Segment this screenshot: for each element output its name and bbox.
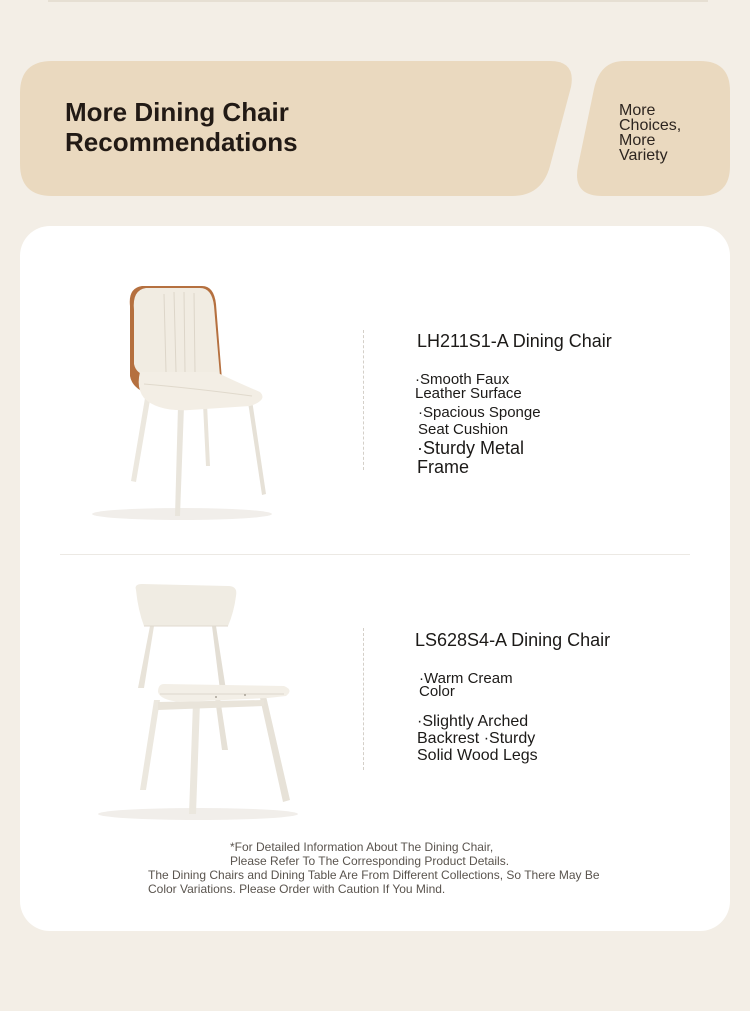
banner-title-line-2: Recommendations <box>65 127 298 157</box>
note-color-variation <box>148 868 600 896</box>
feature-metal-frame-line-1: ·Sturdy Metal <box>417 438 525 458</box>
top-strip <box>48 0 708 2</box>
banner-title-line-1: More Dining Chair <box>65 97 289 127</box>
divider-vertical-1 <box>363 330 364 470</box>
note-details <box>230 840 509 868</box>
banner-side-line-1: More <box>619 102 656 119</box>
divider-vertical-2 <box>363 628 364 770</box>
feature-faux-leather-line-1: ·Smooth Faux <box>415 371 510 388</box>
feature-faux-leather-line-2: Leather Surface <box>415 385 522 402</box>
feature-arched-backrest-line-1: ·Slightly Arched <box>417 713 529 730</box>
banner-side-line-4: Variety <box>619 147 668 164</box>
note-line-2: Please Refer To The Corresponding Product Details. <box>230 854 510 868</box>
banner-title <box>65 97 405 157</box>
banner-main <box>20 61 573 196</box>
chair-image-ls628s4[interactable] <box>88 578 298 826</box>
note-line-3: The Dining Chairs and Dining Table Are From Different Collections, So There May Be <box>148 868 600 882</box>
banner-side-line-3: More <box>619 132 656 149</box>
product-title-lh211s1: LH211S1-A Dining Chair <box>417 331 612 351</box>
note-line-1: *For Detailed Information About The Dining Chair, <box>230 840 494 854</box>
feature-metal-frame-line-2: Frame <box>417 457 470 477</box>
banner-side-text <box>619 103 709 163</box>
product-card <box>20 226 730 931</box>
banner-side <box>576 61 730 196</box>
divider-horizontal <box>60 554 690 555</box>
feature-sponge-cushion <box>418 404 541 438</box>
product-title-ls628s4: LS628S4-A Dining Chair <box>415 630 611 650</box>
feature-sponge-cushion-line-1: ·Spacious Sponge <box>418 404 541 421</box>
feature-warm-cream-line-2: Color <box>419 683 455 700</box>
feature-metal-frame <box>417 439 524 477</box>
feature-warm-cream-line-1: ·Warm Cream <box>419 670 513 687</box>
feature-warm-cream <box>419 672 513 698</box>
feature-sponge-cushion-line-2: Seat Cushion <box>418 421 509 438</box>
feature-arched-backrest <box>417 713 538 764</box>
chair-image-lh211s1[interactable] <box>82 276 282 526</box>
feature-arched-backrest-line-3: Solid Wood Legs <box>417 747 538 764</box>
note-line-4: Color Variations. Please Order with Caution If You Mind. <box>148 882 446 896</box>
feature-arched-backrest-line-2: Backrest ·Sturdy <box>417 730 536 747</box>
feature-faux-leather <box>415 373 522 401</box>
banner-side-line-2: Choices, <box>619 117 682 134</box>
